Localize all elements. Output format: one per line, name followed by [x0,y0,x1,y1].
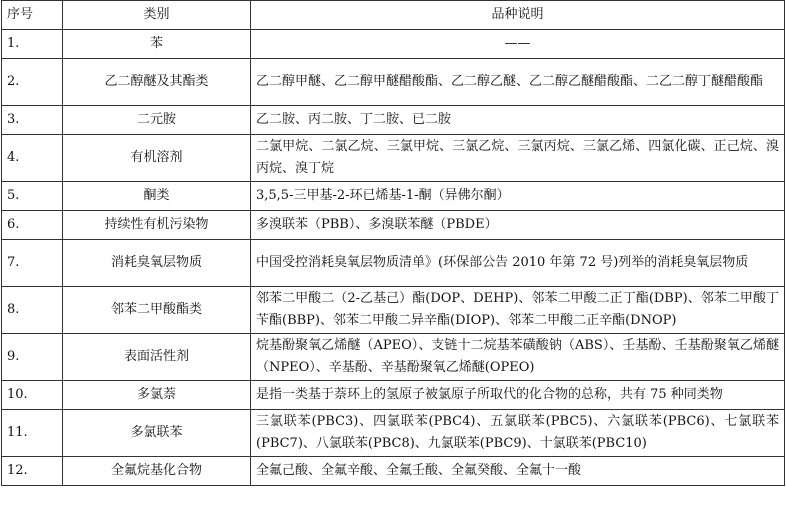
row-category: 持续性有机污染物 [63,211,251,240]
table-row [2,287,785,334]
row-description: 三氯联苯(PBC3)、四氯联苯(PBC4)、五氯联苯(PBC5)、六氯联苯(PBC6)、七氯联苯(PBC7)、八氯联苯(PBC8)、九氯联苯(PBC9)、十氯联苯(PBC10) [251,410,785,457]
row-no: 10. [2,381,63,410]
table-row [2,135,785,182]
row-description: 乙二醇甲醚、乙二醇甲醚醋酸酯、乙二醇乙醚、乙二醇乙醚醋酸酯、二乙二醇丁醚醋酸酯 [251,59,785,106]
row-no: 7. [2,240,63,287]
row-description: 乙二胺、丙二胺、丁二胺、已二胺 [251,106,785,135]
header-description: 品种说明 [251,1,785,30]
row-category: 全氟烷基化合物 [63,457,251,486]
row-description: 3,5,5-三甲基-2-环已烯基-1-酮（异佛尔酮） [251,182,785,211]
table-row [2,410,785,457]
table-row [2,30,785,59]
row-no: 4. [2,135,63,182]
row-description: 二氯甲烷、二氯乙烷、三氯甲烷、三氯乙烷、三氯丙烷、三氯乙烯、四氯化碳、正己烷、溴丙烷、溴丁烷 [251,135,785,182]
row-description: —— [251,30,785,59]
row-description: 是指一类基于萘环上的氢原子被氯原子所取代的化合物的总称，共有 75 种同类物 [251,381,785,410]
row-category: 表面活性剂 [63,334,251,381]
row-category: 多氯萘 [63,381,251,410]
table-row [2,182,785,211]
header-no: 序号 [2,1,63,30]
row-category: 酮类 [63,182,251,211]
table-row [2,240,785,287]
row-no: 8. [2,287,63,334]
row-no: 3. [2,106,63,135]
row-category: 消耗臭氧层物质 [63,240,251,287]
row-no: 11. [2,410,63,457]
table-row [2,457,785,486]
row-category: 有机溶剂 [63,135,251,182]
row-category: 二元胺 [63,106,251,135]
row-category: 多氯联苯 [63,410,251,457]
header-category: 类别 [63,1,251,30]
row-no: 6. [2,211,63,240]
row-category: 苯 [63,30,251,59]
substance-table [1,0,785,486]
row-description: 烷基酚聚氧乙烯醚（APEO）、支链十二烷基苯磺酸钠（ABS）、壬基酚、壬基酚聚氧乙烯醚（NPEO）、辛基酚、辛基酚聚氧乙烯醚(OPEO) [251,334,785,381]
row-no: 1. [2,30,63,59]
row-description: 多溴联苯（PBB）、多溴联苯醚（PBDE） [251,211,785,240]
table-row [2,106,785,135]
row-description: 邻苯二甲酸二（2-乙基己）酯(DOP、DEHP)、邻苯二甲酸二正丁酯(DBP)、邻苯二甲酸丁苄酯(BBP)、邻苯二甲酸二异辛酯(DIOP)、邻苯二甲酸二正辛酯(DNOP) [251,287,785,334]
row-no: 9. [2,334,63,381]
row-category: 乙二醇醚及其酯类 [63,59,251,106]
row-description: 全氟己酸、全氟辛酸、全氟壬酸、全氟癸酸、全氟十一酸 [251,457,785,486]
table-row [2,59,785,106]
row-no: 5. [2,182,63,211]
row-no: 12. [2,457,63,486]
row-category: 邻苯二甲酸酯类 [63,287,251,334]
row-no: 2. [2,59,63,106]
table-header-row [2,1,785,30]
table-row [2,334,785,381]
table-row [2,381,785,410]
row-description: 中国受控消耗臭氧层物质清单》(环保部公告 2010 年第 72 号)列举的消耗臭氧层物质 [251,240,785,287]
table-row [2,211,785,240]
